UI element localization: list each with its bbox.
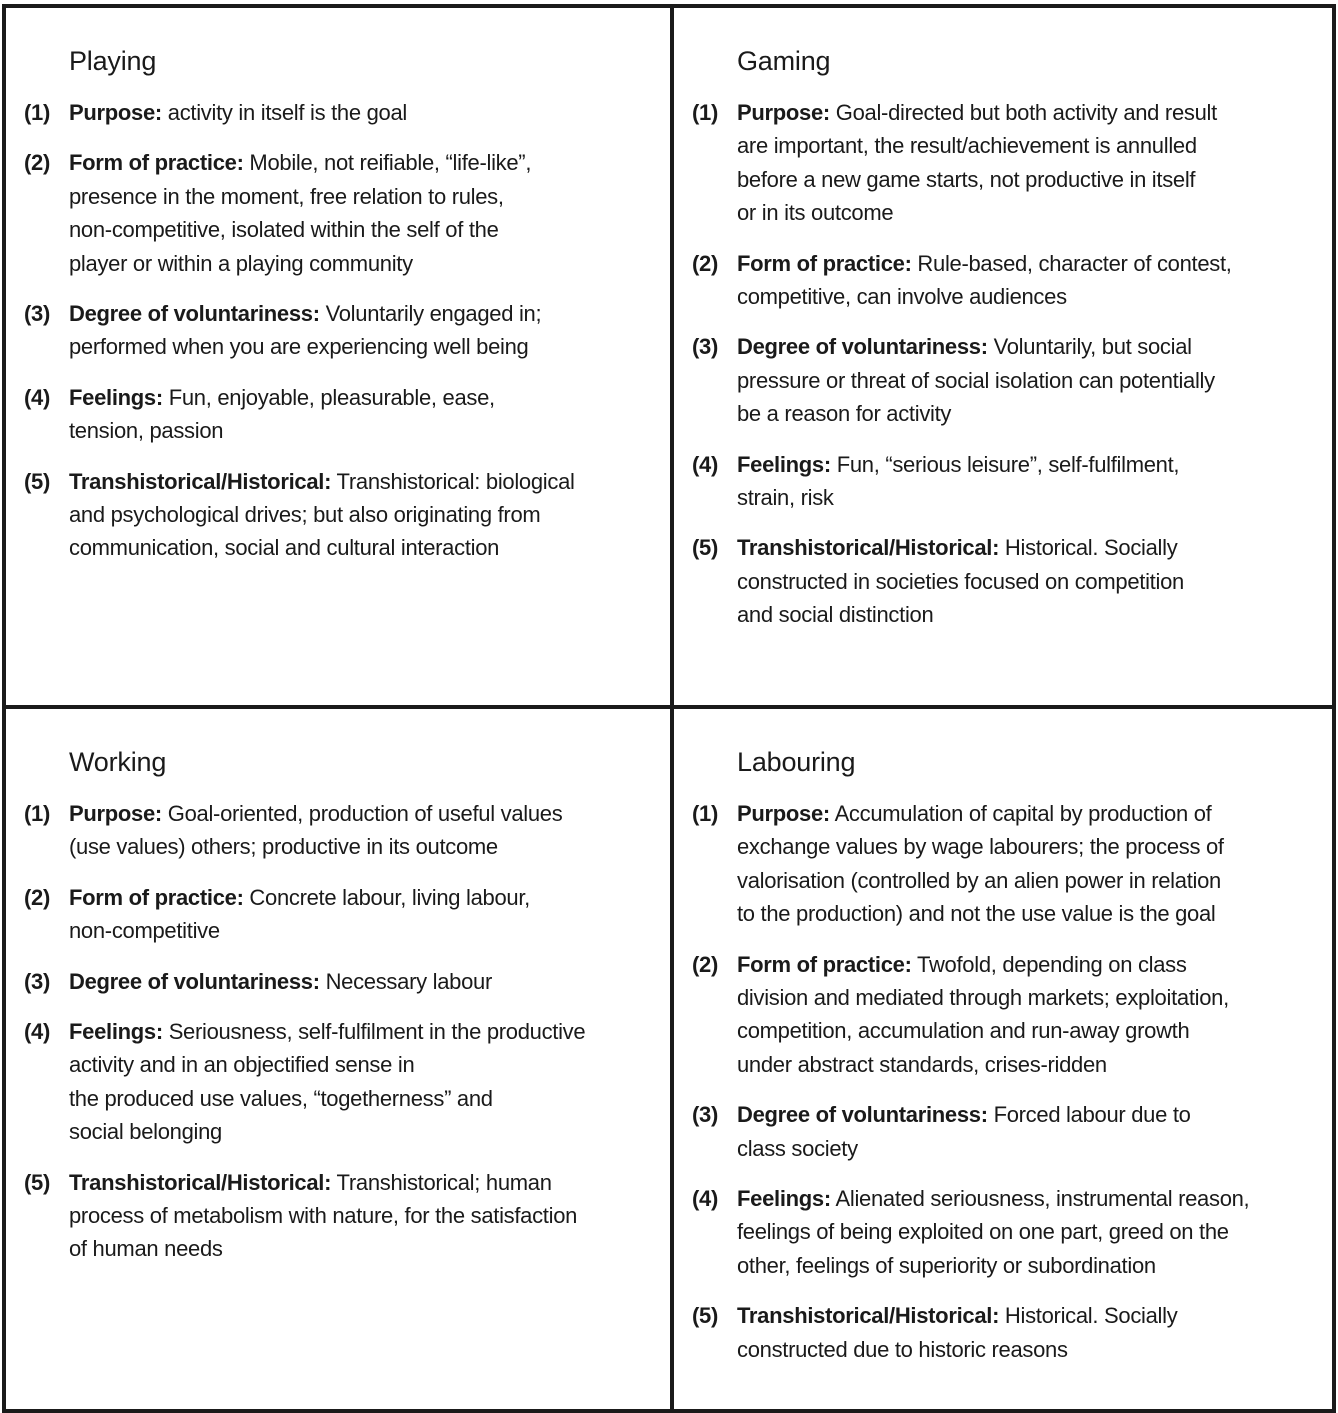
criterion-purpose	[24, 96, 646, 129]
criterion-number: (3)	[24, 968, 50, 994]
criterion-text: Concrete labour, living labour, non-competitive	[69, 884, 530, 944]
criterion-label: Purpose:	[69, 801, 162, 826]
criterion-form-of-practice	[692, 948, 1308, 1082]
criterion-number: (5)	[692, 535, 718, 561]
quadrant-gaming	[674, 8, 1332, 709]
criterion-historical	[692, 531, 1308, 631]
criterion-form-of-practice	[24, 881, 646, 948]
criterion-text: Rule-based, character of contest, competitive, can involve audiences	[737, 250, 1232, 310]
criterion-text: Fun, enjoyable, pleasurable, ease, tension, passion	[69, 384, 495, 444]
criterion-label: Degree of voluntariness:	[737, 1102, 988, 1128]
criterion-feelings	[24, 1015, 646, 1149]
criterion-label: Feelings:	[737, 451, 831, 477]
quadrant-title: Labouring	[737, 747, 856, 777]
criteria-list	[692, 96, 1308, 632]
criterion-label: Feelings:	[69, 1019, 163, 1045]
criterion-number: (5)	[24, 468, 50, 494]
criterion-number: (2)	[24, 884, 50, 910]
criterion-number: (4)	[692, 451, 718, 477]
criterion-text: Historical. Socially constructed due to historic reasons	[737, 1303, 1178, 1362]
criterion-text: Goal-oriented, production of useful values (use values) others; productive in its outcome	[69, 801, 563, 860]
criterion-label: Degree of voluntariness:	[737, 334, 988, 360]
criterion-historical	[24, 1166, 646, 1266]
criterion-degree-of-voluntariness	[24, 965, 646, 998]
criterion-number: (2)	[24, 150, 50, 176]
criterion-number: (3)	[692, 1102, 718, 1128]
criterion-number: (3)	[24, 301, 50, 327]
criterion-text: Transhistorical: biological and psychological drives; but also originating from communication, social and cultural interaction	[69, 468, 575, 561]
criterion-text: Alienated seriousness, instrumental reason, feelings of being exploited on one part, greed on the other, feelings of superiority or subordination	[737, 1186, 1250, 1278]
criterion-label: Transhistorical/Historical:	[69, 1169, 332, 1195]
criterion-text: Historical. Socially constructed in societies focused on competition and social distinction	[737, 535, 1184, 628]
criteria-list	[692, 797, 1308, 1366]
criterion-text: Accumulation of capital by production of exchange values by wage labourers; the process of valorisation (controlled by an alien power in relation to the production) and not the use value is the goal	[737, 801, 1224, 927]
criterion-label: Form of practice:	[737, 250, 912, 276]
criterion-degree-of-voluntariness	[692, 330, 1308, 430]
criterion-text: Seriousness, self-fulfilment in the productive activity and in an objectified sense in the produced use values, “togetherness” and social belonging	[69, 1019, 586, 1145]
criterion-label: Feelings:	[737, 1186, 831, 1212]
criterion-number: (2)	[692, 250, 718, 276]
criterion-label: Purpose:	[737, 801, 830, 826]
criterion-number: (1)	[24, 801, 50, 826]
criterion-label: Form of practice:	[69, 150, 244, 176]
quadrant-playing	[6, 8, 674, 709]
criterion-text: Mobile, not reifiable, “life-like”, presence in the moment, free relation to rules, non-competitive, isolated within the self of the player or within a playing community	[69, 150, 532, 276]
criterion-label: Purpose:	[737, 100, 830, 125]
criterion-feelings	[692, 448, 1308, 515]
criterion-text: Voluntarily, but social pressure or threat of social isolation can potentially be a reason for activity	[737, 334, 1215, 427]
criterion-label: Purpose:	[69, 100, 162, 125]
criterion-label: Degree of voluntariness:	[69, 968, 320, 994]
criterion-historical	[692, 1299, 1308, 1366]
criterion-historical	[24, 465, 646, 565]
criterion-text: Necessary labour	[325, 968, 492, 994]
criterion-text: Voluntarily engaged in; performed when you are experiencing well being	[69, 301, 542, 360]
criteria-list	[24, 797, 646, 1266]
criterion-form-of-practice	[692, 247, 1308, 314]
quadrant-labouring	[674, 709, 1332, 1409]
criterion-text: activity in itself is the goal	[167, 100, 407, 125]
criterion-label: Form of practice:	[737, 951, 912, 977]
criterion-number: (5)	[692, 1303, 718, 1329]
criterion-label: Form of practice:	[69, 884, 244, 910]
criterion-number: (3)	[692, 334, 718, 360]
criterion-number: (5)	[24, 1169, 50, 1195]
criterion-label: Transhistorical/Historical:	[737, 535, 1000, 561]
criterion-form-of-practice	[24, 146, 646, 280]
criterion-number: (2)	[692, 951, 718, 977]
criterion-purpose	[692, 797, 1308, 931]
criterion-purpose	[692, 96, 1308, 230]
criterion-text: Goal-directed but both activity and result are important, the result/achievement is annulled before a new game starts, not productive in itself or in its outcome	[737, 100, 1217, 226]
criterion-number: (1)	[692, 100, 718, 125]
criterion-number: (1)	[24, 100, 50, 125]
criterion-feelings	[24, 381, 646, 448]
criterion-number: (1)	[692, 801, 718, 826]
criterion-text: Fun, “serious leisure”, self-fulfilment, strain, risk	[737, 451, 1180, 511]
quadrant-title: Working	[69, 747, 167, 777]
criterion-text: Twofold, depending on class division and mediated through markets; exploitation, competition, accumulation and run-away growth under abstract standards, crises-ridden	[737, 951, 1229, 1077]
quadrant-working	[6, 709, 674, 1409]
criterion-label: Feelings:	[69, 384, 163, 410]
quadrant-grid	[2, 4, 1336, 1413]
criterion-number: (4)	[24, 1019, 50, 1045]
criterion-text: Forced labour due to class society	[737, 1102, 1191, 1161]
criterion-degree-of-voluntariness	[24, 297, 646, 364]
criterion-text: Transhistorical; human process of metabolism with nature, for the satisfaction of human needs	[69, 1169, 578, 1262]
criterion-label: Degree of voluntariness:	[69, 301, 320, 327]
quadrant-title: Gaming	[737, 46, 831, 76]
criteria-list	[24, 96, 646, 565]
criterion-purpose	[24, 797, 646, 864]
criterion-label: Transhistorical/Historical:	[737, 1303, 1000, 1329]
criterion-degree-of-voluntariness	[692, 1098, 1308, 1165]
criterion-label: Transhistorical/Historical:	[69, 468, 332, 494]
criterion-number: (4)	[692, 1186, 718, 1212]
criterion-number: (4)	[24, 384, 50, 410]
quadrant-title: Playing	[69, 46, 157, 76]
criterion-feelings	[692, 1182, 1308, 1282]
